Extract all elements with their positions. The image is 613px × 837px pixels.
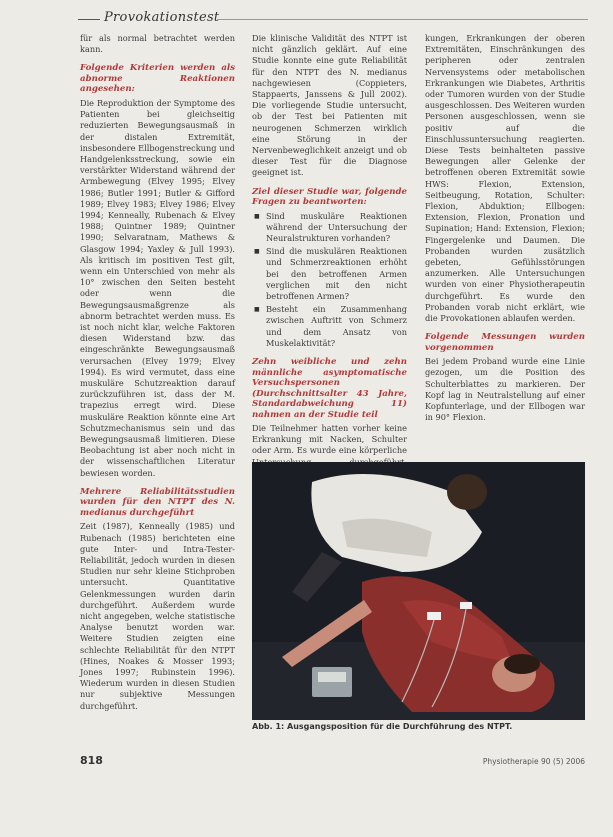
journal-source: Physiotherapie 90 (5) 2006 [482,757,585,766]
paragraph-validity: Die klinische Validität des NTPT ist nicht gänzlich geklärt. Auf eine Studie konnte eine gute Reliabilität für den NTPT des N. medianus nachgewiesen (Coppieters, Stappaerts, Janssens & Jull 2002). Die vorliegende Studie untersucht, ob der Test bei Patienten mit neurogenen Schmerzen wirklich eine Störung in der Nervenbeweglichkeit anzeigt und ob dieser Test für die Diagnose geeignet ist. [252,33,407,178]
section-heading-aims: Ziel dieser Studie war, folgende Fragen zu beantworten: [252,186,407,208]
header-title: Provokationstest [104,10,220,25]
paragraph-measurements: Bei jedem Proband wurde eine Linie gezogen, um die Position des Schulterblattes zu markieren. Der Kopf lag in Neutralstellung auf einer Kopfunterlage, und der Ellbogen war in 90° Flexion. [425,356,585,423]
list-item: ■ Sind die muskulären Reaktionen und Schmerzreaktionen erhöht bei den betroffenen Armen verglichen mit den nicht betroffenen Armen? [266,246,407,302]
section-heading-reliability: Mehrere Reliabilitätsstudien wurden für den NTPT des N. medianus durchgeführt [80,486,235,518]
paragraph-reliability: Zeit (1987), Kenneally (1985) und Rubenach (1985) berichteten eine gute Inter- und Intra-Tester-Reliabilität, jedoch wurden in diesen Studien nur sehr kleine Stichproben untersucht. Quantitative Gelenkmessungen wurden darin durchgeführt. Außerdem wurde nicht angegeben, welche statistische Analyse benutzt worden war. Weitere Studien zeigten eine schlechte Reliabilität für den NTPT (Hines, Noakes & Mosser 1993; Jones 1997; Rubinstein 1996). Wiederum wurden in diesen Studien nur subjektive Messungen durchgeführt. [80,521,235,711]
running-header [78,10,588,28]
text-column-2 [252,33,407,496]
paragraph-criteria: Die Reproduktion der Symptome des Patienten bei gleichseitig reduzierten Bewegungsausmaß in der distalen Extremität, insbesondere Ellbogenstreckung und Handgelenksstreckung, sowie ein verstärkter Widerstand während der Armbewegung (Elvey 1995; Elvey 1986; Butler 1991; Butler & Gifford 1989; Elvey 1983; Elvey 1986; Elvey 1994; Kenneally, Rubenach & Elvey 1988; Quintner 1989; Quintner 1990; Selvaratnam, Mathews & Glasgow 1994; Yaxley & Jull 1993). Als kritisch im positiven Test gilt, wenn ein Unterschied von mehr als 10° zwischen den Seiten besteht oder wenn die Bewegungsausmaßgrenze als abnorm betrachtet werden muss. Es ist noch nicht klar, welche Faktoren diesen Widerstand bzw. das eingeschränkte Bewegungsausmaß verursachen (Elvey 1979; Elvey 1994). Es wird vermutet, dass eine muskuläre Schutzreaktion darauf zurückzuführen ist, dass der M. trapezius erregt wird. Diese muskuläre Reaktion könnte eine Art Schutzmechanismus sein und das Bewegungsausmaß limitieren. Diese Beobachtung ist aber noch nicht in der wissenschaftlichen Literatur bewiesen worden. [80,97,235,478]
paragraph-exclusion: kungen, Erkrankungen der oberen Extremitäten, Einschränkungen des peripheren oder zentralen Nervensystems oder metabolischen Erkrankungen wie Diabetes, Arthritis oder Tumoren wurden von der Studie ausgeschlossen. Des Weiteren wurden Personen ausgeschlossen, wenn sie positiv auf die Einschlussuntersuchung reagierten. Diese Tests beinhalteten passive Bewegungen aller Gelenke der betroffenen oberen Extremität sowie HWS: Flexion, Extension, Seitbeugung, Rotation, Schulter: Flexion, Abduktion; Ellbogen: Extension, Flexion, Pronation und Supination; Hand: Extension, Flexion; Fingergelenke und Daumen. Die Probanden wurden zusätzlich gebeten, Gefühlsstörungen anzumerken. Alle Untersuchungen wurden von einer Physiotherapeutin durchgeführt. Es wurde den Probanden vorab nicht erklärt, wie die Provokationen ablaufen werden. [425,33,585,324]
text-column-3 [425,33,585,430]
section-heading-measurements: Folgende Messungen wurden vorgenommen [425,332,585,353]
paragraph-participants: Die Teilnehmer hatten vorher keine Erkrankung mit Nacken, Schulter oder Arm. Es wurde eine körperliche [252,423,407,456]
list-item: ■ Sind muskuläre Reaktionen während der Untersuchung der Neuralstrukturen vorhanden? [266,211,407,245]
figure-caption: Abb. 1: Ausgangsposition für die Durchführung des NTPT. [252,722,513,731]
figure-photo [252,462,585,720]
text-column-1 [80,33,235,718]
header-rule-right [218,19,588,20]
paragraph-intro: für als normal betrachtet werden kann. [80,33,235,55]
aims-list [252,211,407,349]
section-heading-criteria: Folgende Kriterien werden als abnorme Reaktionen angesehen: [80,63,235,95]
section-heading-participants: Zehn weibliche und zehn männliche asymptomatische Versuchspersonen (Durchschnittsalter 43 Jahre, Standardabweichung 11) nahmen an der Studie teil [252,357,407,420]
page-number: 818 [80,754,103,767]
figure-photo-illustration [252,462,585,720]
list-item: ■ Besteht ein Zusammenhang zwischen Auftritt von Schmerz und dem Ansatz von Muskelaktivität? [266,304,407,349]
header-rule-left [78,19,100,20]
